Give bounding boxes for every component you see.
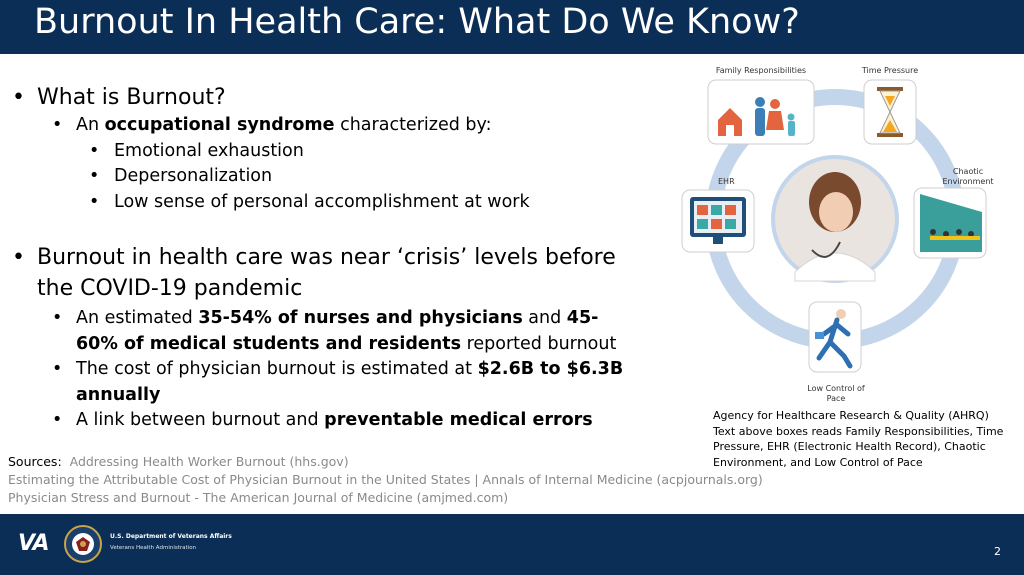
bullet-medical-errors: • A link between burnout and preventable medical errors: [0, 408, 640, 434]
va-logo: VA: [18, 531, 49, 556]
image-caption: Agency for Healthcare Research & Quality (AHRQ) Text above boxes reads Family Responsibilities, Time Pressure, EHR (Electronic Health Record), Chaotic Environment, and Low Control of Pace: [713, 409, 1004, 469]
bullet-symptom: • Emotional exhaustion: [0, 139, 660, 165]
bullet-symptom: • Depersonalization: [0, 164, 660, 190]
diagram-graphic: [678, 62, 1008, 406]
label-low-control-of-pace: Low Control of Pace: [807, 384, 865, 403]
label-time-pressure: Time Pressure: [861, 66, 919, 75]
family-icon: [755, 97, 765, 107]
running-doctor-icon: [836, 309, 846, 319]
bullet-symptom: • Low sense of personal accomplishment at work: [0, 190, 660, 216]
vha-name: Veterans Health Administration: [110, 545, 197, 551]
bullet-content: [0, 82, 660, 434]
slide-title: Burnout In Health Care: What Do We Know?: [34, 2, 800, 42]
doctor-face: [819, 192, 853, 232]
bullet-cost: • The cost of physician burnout is estimated at $2.6B to $6.3B annually: [0, 357, 640, 408]
bullet-occupational-syndrome: • An occupational syndrome characterized by:: [0, 113, 640, 139]
source-link[interactable]: Addressing Health Worker Burnout (hhs.gov): [69, 454, 349, 469]
bullet-estimate: • An estimated 35-54% of nurses and physicians and 45-60% of medical students and residents reported burnout: [0, 306, 640, 357]
burnout-factors-diagram: [678, 62, 1008, 406]
sources-label: Sources:: [8, 454, 62, 469]
footer-bar: [0, 514, 1024, 575]
page-number: 2: [994, 545, 1001, 558]
source-link[interactable]: Physician Stress and Burnout - The American Journal of Medicine (amjmed.com): [8, 490, 509, 505]
source-link[interactable]: Estimating the Attributable Cost of Physician Burnout in the United States | Annals of Internal Medicine (acpjournals.org): [8, 472, 763, 487]
bullet-what-is-burnout: • What is Burnout?: [0, 82, 660, 113]
sources: [8, 453, 763, 507]
va-seal-icon: [64, 525, 102, 563]
department-name: U.S. Department of Veterans Affairs: [110, 533, 232, 540]
label-chaotic-environment: Chaotic Environment: [942, 167, 994, 186]
label-family-responsibilities: Family Responsibilities: [715, 66, 807, 75]
bullet-crisis: • Burnout in health care was near ‘crisis’ levels before the COVID-19 pandemic: [0, 242, 640, 304]
title-bar: [0, 0, 1024, 54]
label-ehr: EHR: [718, 177, 735, 186]
